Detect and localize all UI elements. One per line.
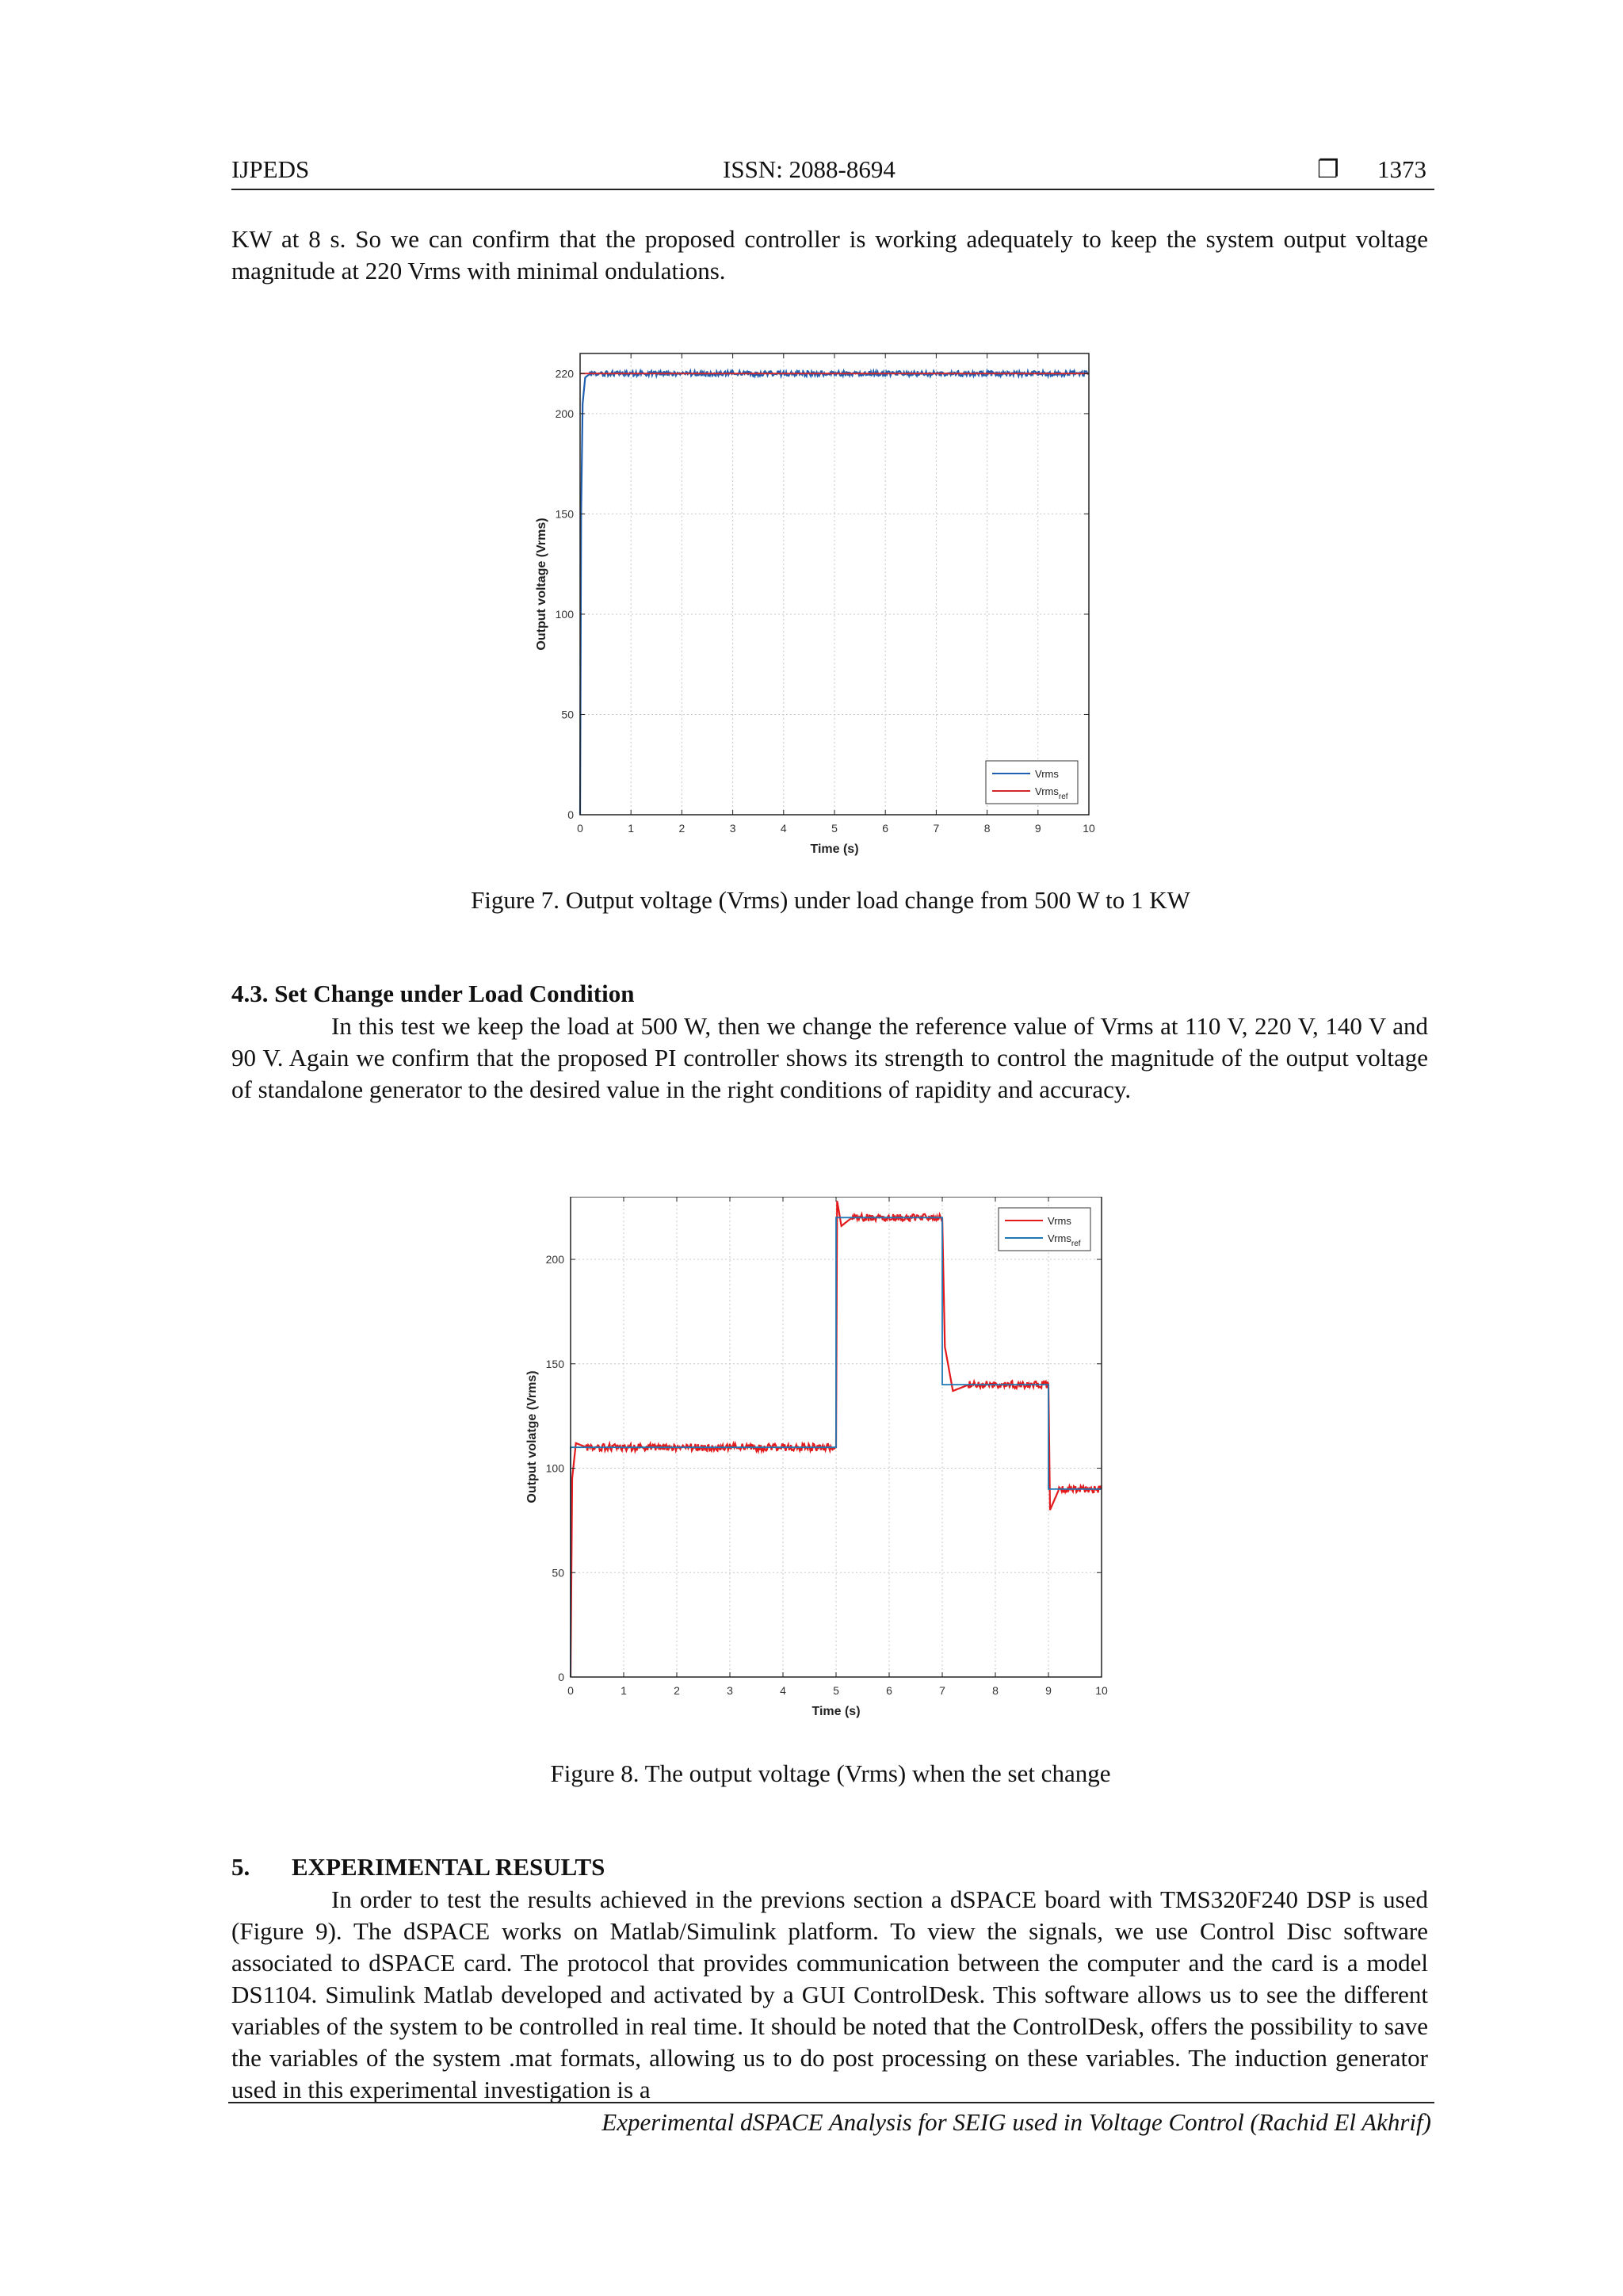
- section-5-heading: EXPERIMENTAL RESULTS: [292, 1853, 605, 1881]
- y-axis-label: Output volatge (Vrms): [525, 1370, 539, 1503]
- y-tick-label: 0: [567, 808, 574, 821]
- y-tick-label: 50: [561, 708, 574, 721]
- y-tick-label: 0: [558, 1671, 564, 1683]
- header-rule: [231, 189, 1434, 190]
- x-tick-label: 8: [983, 822, 991, 835]
- section-4-3-text: In this test we keep the load at 500 W, then we change the reference value of Vrms at 110 V, 220 V, 140 V and 90 V. Again we confirm that the proposed PI controller shows its strength to control the magnitude of the output voltage of standalone generator to the desired value in the right conditions of rapidity and accuracy.: [231, 1012, 1428, 1103]
- x-tick-label: 1: [621, 1684, 627, 1697]
- figure-7-caption: Figure 7. Output voltage (Vrms) under load change from 500 W to 1 KW: [471, 886, 1190, 914]
- y-tick-label: 200: [545, 1253, 564, 1266]
- x-tick-label: 6: [886, 1684, 892, 1697]
- figure-8-chart: [515, 1197, 1133, 1752]
- y-tick-label: 50: [552, 1566, 564, 1580]
- x-tick-label: 2: [674, 1684, 680, 1697]
- y-axis-label: Output voltage (Vrms): [535, 518, 548, 651]
- figure-8-caption: Figure 8. The output voltage (Vrms) when the set change: [550, 1759, 1111, 1787]
- issn: ISSN: 2088-8694: [723, 155, 896, 183]
- legend-label: Vrms: [1048, 1215, 1071, 1227]
- x-tick-label: 0: [577, 822, 583, 835]
- x-tick-label: 6: [882, 822, 889, 835]
- x-tick-label: 2: [678, 822, 685, 835]
- x-tick-label: 10: [1095, 1684, 1108, 1697]
- x-tick-label: 8: [992, 1684, 999, 1697]
- journal-name: IJPEDS: [231, 155, 310, 183]
- legend-label: Vrms$_{ref}$: [1035, 785, 1068, 801]
- legend-label: Vrms$_{ref}$: [1048, 1232, 1081, 1248]
- y-tick-label: 100: [545, 1461, 564, 1475]
- x-tick-label: 3: [729, 822, 736, 835]
- box-icon: ❐: [1317, 155, 1339, 183]
- x-tick-label: 4: [780, 1684, 786, 1697]
- intro-paragraph: KW at 8 s. So we can confirm that the proposed controller is working adequately to keep the system output voltage magnitude at 220 Vrms with minimal ondulations.: [231, 225, 1428, 285]
- x-axis-label: Time (s): [812, 1705, 861, 1718]
- legend: [986, 761, 1078, 804]
- y-tick-label: 100: [555, 607, 574, 621]
- x-tick-label: 0: [567, 1684, 574, 1697]
- running-footer: Experimental dSPACE Analysis for SEIG used in Voltage Control (Rachid El Akhrif): [601, 2108, 1431, 2136]
- legend: [999, 1208, 1090, 1251]
- x-tick-label: 7: [933, 822, 940, 835]
- y-tick-label: 200: [555, 407, 574, 420]
- y-tick-label: 150: [555, 507, 574, 521]
- x-tick-label: 5: [831, 822, 838, 835]
- series-line-vrms-ref: [571, 1217, 1102, 1677]
- section-4-3-heading: 4.3. Set Change under Load Condition: [231, 980, 635, 1007]
- section-5-text: In order to test the results achieved in the previons section a dSPACE board with TMS320F240 DSP is used (Figure 9). The dSPACE works on Matlab/Simulink platform. To view the signals, we use Control Disc software associated to dSPACE card. The protocol that provides communication between the computer and the card is a model DS1104. Simulink Matlab developed and activated by a GUI ControlDesk. This software allows us to see the different variables of the system to be controlled in real time. It should be noted that the ControlDesk, offers the possibility to save the variables of the system .mat formats, allowing us to do post processing on these variables. The induction generator used in this experimental investigation is a: [231, 1885, 1428, 2103]
- x-tick-label: 5: [833, 1684, 839, 1697]
- x-tick-label: 9: [1045, 1684, 1052, 1697]
- x-tick-label: 1: [628, 822, 635, 835]
- x-tick-label: 7: [939, 1684, 945, 1697]
- section-5-number: 5.: [231, 1853, 250, 1881]
- page-number: 1373: [1377, 155, 1426, 183]
- x-axis-label: Time (s): [810, 842, 859, 856]
- footer-rule: [228, 2102, 1434, 2103]
- x-tick-label: 3: [727, 1684, 733, 1697]
- figure-7-chart: [523, 341, 1133, 880]
- x-tick-label: 9: [1034, 822, 1041, 835]
- legend-label: Vrms: [1035, 768, 1059, 780]
- x-tick-label: 4: [780, 822, 787, 835]
- y-tick-label: 150: [545, 1357, 564, 1370]
- x-tick-label: 10: [1083, 822, 1095, 835]
- y-tick-label: 220: [555, 367, 574, 380]
